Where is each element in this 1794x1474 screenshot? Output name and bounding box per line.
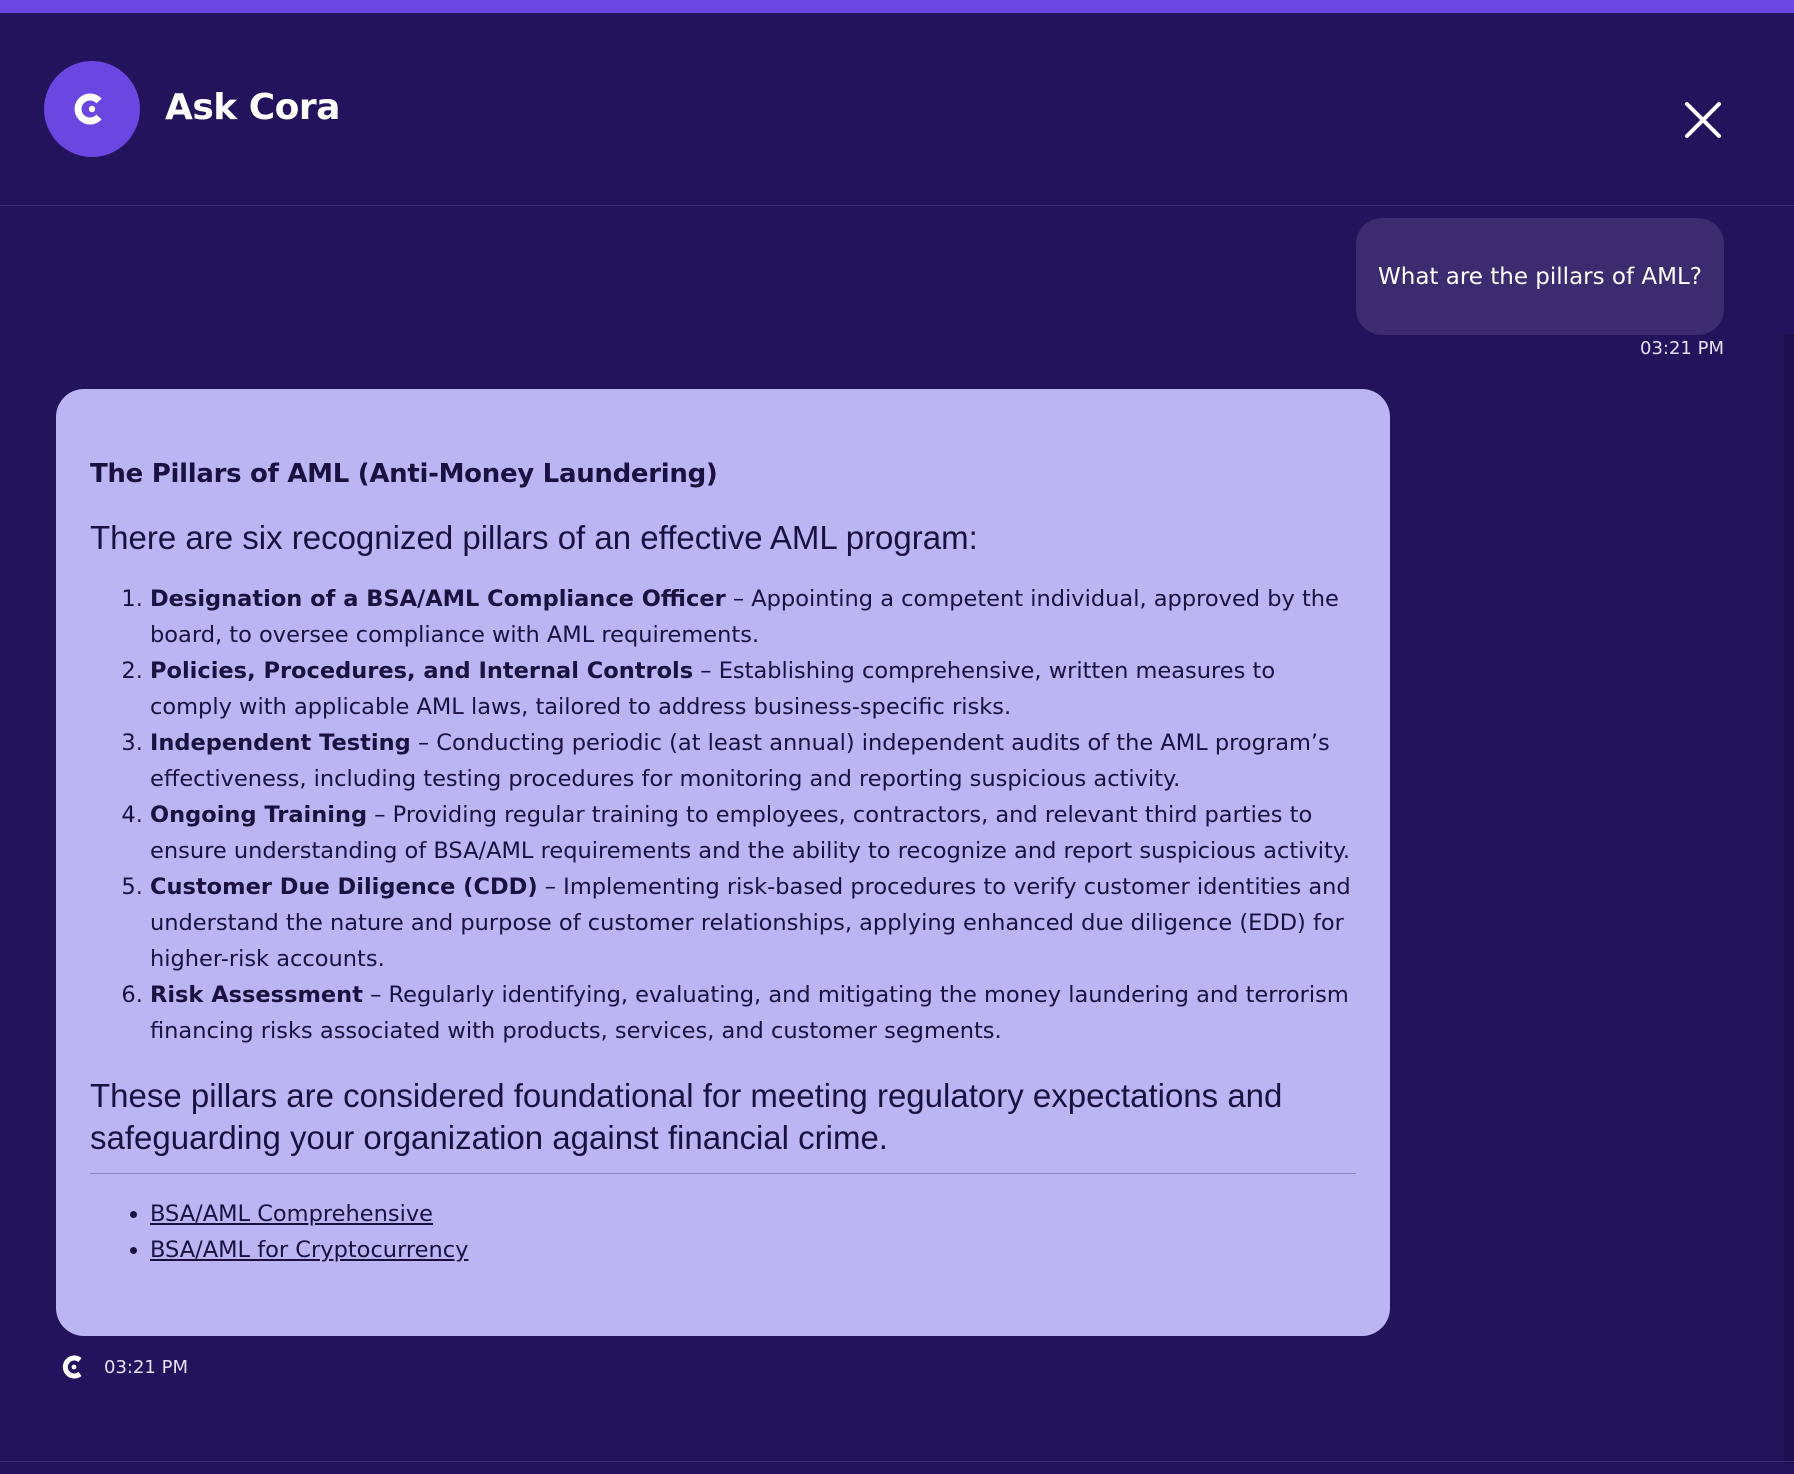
pillar-description: – Implementing risk-based procedures to verify customer identities and understand the nature and purpose of customer relationships, applying enhanced due diligence (EDD) for higher-risk accounts.	[150, 874, 1351, 972]
pillar-title: Designation of a BSA/AML Compliance Officer	[150, 586, 726, 612]
answer-heading: The Pillars of AML (Anti-Money Laundering)	[90, 459, 718, 489]
answer-conclusion: These pillars are considered foundational for meeting regulatory expectations and safeguarding your organization against financial crime.	[90, 1077, 1283, 1156]
close-icon	[1684, 101, 1722, 139]
list-item	[150, 977, 1356, 1049]
cora-logo-icon	[60, 1353, 88, 1381]
footer-divider	[0, 1461, 1794, 1462]
list-item	[150, 1232, 1356, 1268]
pillars-list	[90, 581, 1356, 1049]
list-item	[150, 581, 1356, 653]
pillar-title: Policies, Procedures, and Internal Controls	[150, 658, 694, 684]
list-item	[150, 725, 1356, 797]
answer-intro: There are six recognized pillars of an effective AML program:	[90, 519, 978, 556]
pillar-description: – Appointing a competent individual, approved by the board, to oversee compliance with AML requirements.	[150, 586, 1339, 648]
list-item	[150, 869, 1356, 977]
pillar-title: Customer Due Diligence (CDD)	[150, 874, 538, 900]
pillar-title: Risk Assessment	[150, 982, 363, 1008]
bot-message-bubble	[56, 389, 1390, 1336]
pillar-description: – Conducting periodic (at least annual) independent audits of the AML program’s effectiveness, including testing procedures for monitoring and reporting suspicious activity.	[150, 730, 1330, 792]
pillar-description: – Providing regular training to employees, contractors, and relevant third parties to ensure understanding of BSA/AML requirements and the ability to recognize and report suspicious activity.	[150, 802, 1351, 864]
pillar-description: – Establishing comprehensive, written measures to comply with applicable AML laws, tailored to address business-specific risks.	[150, 658, 1276, 720]
pillar-title: Independent Testing	[150, 730, 411, 756]
cora-logo-icon	[44, 61, 140, 157]
list-item	[150, 797, 1356, 869]
divider	[90, 1173, 1356, 1174]
bot-message-meta	[60, 1352, 188, 1382]
list-item	[150, 1196, 1356, 1232]
list-item	[150, 653, 1356, 725]
scrollbar[interactable]	[1784, 334, 1794, 1464]
user-message-bubble	[1356, 218, 1724, 335]
user-message-timestamp: 03:21 PM	[1640, 338, 1724, 359]
source-link-bsa-aml-cryptocurrency[interactable]: BSA/AML for Cryptocurrency	[150, 1237, 469, 1263]
top-accent-bar	[0, 0, 1794, 13]
chat-title: Ask Cora	[165, 87, 340, 128]
source-link-bsa-aml-comprehensive[interactable]: BSA/AML Comprehensive	[150, 1201, 433, 1227]
pillar-description: – Regularly identifying, evaluating, and mitigating the money laundering and terrorism financing risks associated with products, services, and customer segments.	[150, 982, 1349, 1044]
chat-header	[0, 13, 1794, 206]
source-links-list	[90, 1196, 1356, 1268]
user-message-text: What are the pillars of AML?	[1378, 263, 1702, 290]
bot-message-timestamp: 03:21 PM	[104, 1356, 188, 1378]
pillar-title: Ongoing Training	[150, 802, 368, 828]
close-button[interactable]	[1680, 97, 1726, 143]
